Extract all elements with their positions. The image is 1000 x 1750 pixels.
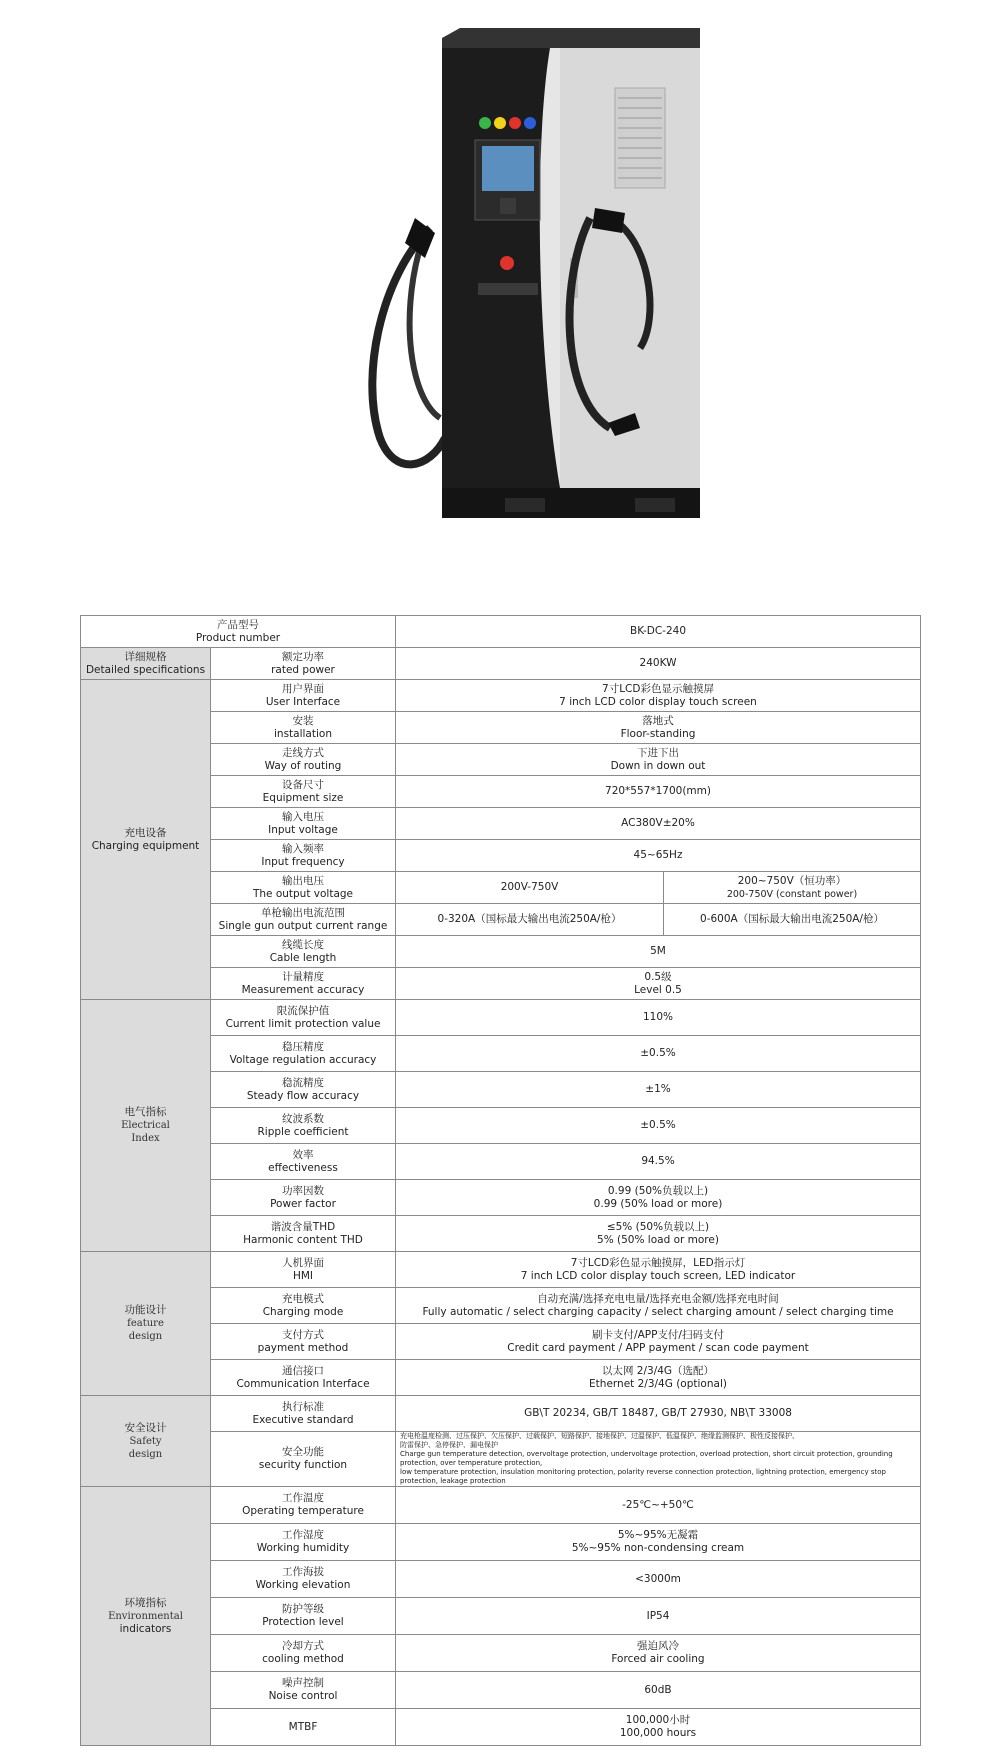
spec-value: 0.99 (50%负载以上) 0.99 (50% load or more) <box>396 1180 921 1216</box>
button-row <box>478 283 538 295</box>
cabinet-top <box>442 28 700 48</box>
left-cable-loop <box>410 248 440 418</box>
spec-label: 谐波含量THD Harmonic content THD <box>211 1216 396 1252</box>
table-row-product-number <box>81 616 921 648</box>
spec-label: 噪声控制 Noise control <box>211 1672 396 1709</box>
spec-value-safety-functions: 充电枪温度检测、过压保护、欠压保护、过载保护、短路保护、接地保护、过温保护、低温保护、绝缘监测保护、极性反接保护、 防雷保护、急停保护、漏电保护 Charge gun temperature detection, overvoltage protection, undervoltage protection, overload protection, short circuit protection, grounding protection, over temperature protection, low temperature protection, insulation monitoring protection, polarity reverse connection protection, lightning protection, emergency stop protection, leakage protection <box>396 1432 921 1487</box>
spec-value: ±0.5% <box>396 1108 921 1144</box>
spec-value: 7寸LCD彩色显示触摸屏，LED指示灯 7 inch LCD color display touch screen, LED indicator <box>396 1252 921 1288</box>
spec-label: 限流保护值 Current limit protection value <box>211 1000 396 1036</box>
spec-value: 强迫风冷 Forced air cooling <box>396 1635 921 1672</box>
spec-label: 稳流精度 Steady flow accuracy <box>211 1072 396 1108</box>
spec-value: GB\T 20234, GB/T 18487, GB/T 27930, NB\T 33008 <box>396 1396 921 1432</box>
spec-label: 支付方式 payment method <box>211 1324 396 1360</box>
spec-value: 自动充满/选择充电电量/选择充电金额/选择充电时间 Fully automatic / select charging capacity / select charging amount / select charging time <box>396 1288 921 1324</box>
spec-value: 0.5级 Level 0.5 <box>396 968 921 1000</box>
safety-design-category: 安全设计 Safety design <box>81 1396 211 1487</box>
spec-value: 720*557*1700(mm) <box>396 776 921 808</box>
spec-value: AC380V±20% <box>396 808 921 840</box>
spec-label: 线缆长度 Cable length <box>211 936 396 968</box>
spec-table <box>80 615 921 1746</box>
charging-equipment-category: 充电设备 Charging equipment <box>81 680 211 1000</box>
detail-spec-category: 详细规格 Detailed specifications <box>81 648 211 680</box>
table-row <box>81 1000 921 1036</box>
environment-category: 环境指标 Environmental indicators <box>81 1487 211 1746</box>
spec-value: -25℃~+50℃ <box>396 1487 921 1524</box>
spec-value-right: 0-600A（国标最大输出电流250A/枪） <box>664 904 921 936</box>
spec-value: 5M <box>396 936 921 968</box>
spec-label: 用户界面 User Interface <box>211 680 396 712</box>
spec-label: 输出电压 The output voltage <box>211 872 396 904</box>
spec-value: 落地式 Floor-standing <box>396 712 921 744</box>
spec-label: 安全功能 security function <box>211 1432 396 1487</box>
product-number-value: BK-DC-240 <box>396 616 921 648</box>
spec-label: MTBF <box>211 1709 396 1746</box>
spec-value-right: 200~750V（恒功率） 200-750V (constant power) <box>664 872 921 904</box>
spec-value: <3000m <box>396 1561 921 1598</box>
spec-value: 刷卡支付/APP支付/扫码支付 Credit card payment / APP payment / scan code payment <box>396 1324 921 1360</box>
spec-value-left: 0-320A（国标最大输出电流250A/枪） <box>396 904 664 936</box>
spec-value: 下进下出 Down in down out <box>396 744 921 776</box>
spec-label: 安装 installation <box>211 712 396 744</box>
spec-label: 工作湿度 Working humidity <box>211 1524 396 1561</box>
spec-label: 防护等级 Protection level <box>211 1598 396 1635</box>
spec-value: 100,000小时 100,000 hours <box>396 1709 921 1746</box>
spec-value: ±0.5% <box>396 1036 921 1072</box>
spec-label: 执行标准 Executive standard <box>211 1396 396 1432</box>
spec-label: 充电模式 Charging mode <box>211 1288 396 1324</box>
spec-label: 功率因数 Power factor <box>211 1180 396 1216</box>
spec-value-left: 200V-750V <box>396 872 664 904</box>
spec-value: ±1% <box>396 1072 921 1108</box>
spec-value: 94.5% <box>396 1144 921 1180</box>
side-vent-grill <box>615 88 665 188</box>
electrical-category: 电气指标 Electrical Index <box>81 1000 211 1252</box>
table-row <box>81 680 921 712</box>
spec-label: 效率 effectiveness <box>211 1144 396 1180</box>
spec-label: 计量精度 Measurement accuracy <box>211 968 396 1000</box>
spec-label: 工作海拔 Working elevation <box>211 1561 396 1598</box>
lcd-screen <box>482 146 534 191</box>
indicator-blue <box>524 117 536 129</box>
spec-value: 以太网 2/3/4G（选配） Ethernet 2/3/4G (optional) <box>396 1360 921 1396</box>
spec-label: 走线方式 Way of routing <box>211 744 396 776</box>
vent-right <box>635 498 675 512</box>
spec-label: 设备尺寸 Equipment size <box>211 776 396 808</box>
table-row-rated-power <box>81 648 921 680</box>
indicator-green <box>479 117 491 129</box>
table-row <box>81 1252 921 1288</box>
spec-label: 输入电压 Input voltage <box>211 808 396 840</box>
indicator-red <box>509 117 521 129</box>
charger-product-image <box>360 18 720 548</box>
emergency-stop-button <box>500 256 514 270</box>
spec-value: 7寸LCD彩色显示触摸屏 7 inch LCD color display touch screen <box>396 680 921 712</box>
product-number-label: 产品型号 Product number <box>81 616 396 648</box>
spec-label: 通信接口 Communication Interface <box>211 1360 396 1396</box>
table-row <box>81 1396 921 1432</box>
spec-label: 单枪输出电流范围 Single gun output current range <box>211 904 396 936</box>
vent-left <box>505 498 545 512</box>
spec-label: 输入频率 Input frequency <box>211 840 396 872</box>
spec-value: 60dB <box>396 1672 921 1709</box>
spec-value: IP54 <box>396 1598 921 1635</box>
rated-power-label: 额定功率 rated power <box>211 648 396 680</box>
spec-value: 5%~95%无凝霜 5%~95% non-condensing cream <box>396 1524 921 1561</box>
spec-label: 纹波系数 Ripple coefficient <box>211 1108 396 1144</box>
indicator-yellow <box>494 117 506 129</box>
spec-label: 人机界面 HMI <box>211 1252 396 1288</box>
spec-value: 45~65Hz <box>396 840 921 872</box>
table-row <box>81 1487 921 1524</box>
rated-power-value: 240KW <box>396 648 921 680</box>
spec-label: 冷却方式 cooling method <box>211 1635 396 1672</box>
feature-design-category: 功能设计 feature design <box>81 1252 211 1396</box>
card-reader <box>500 198 516 214</box>
spec-value: ≤5% (50%负载以上) 5% (50% load or more) <box>396 1216 921 1252</box>
spec-label: 工作温度 Operating temperature <box>211 1487 396 1524</box>
spec-value: 110% <box>396 1000 921 1036</box>
spec-label: 稳压精度 Voltage regulation accuracy <box>211 1036 396 1072</box>
